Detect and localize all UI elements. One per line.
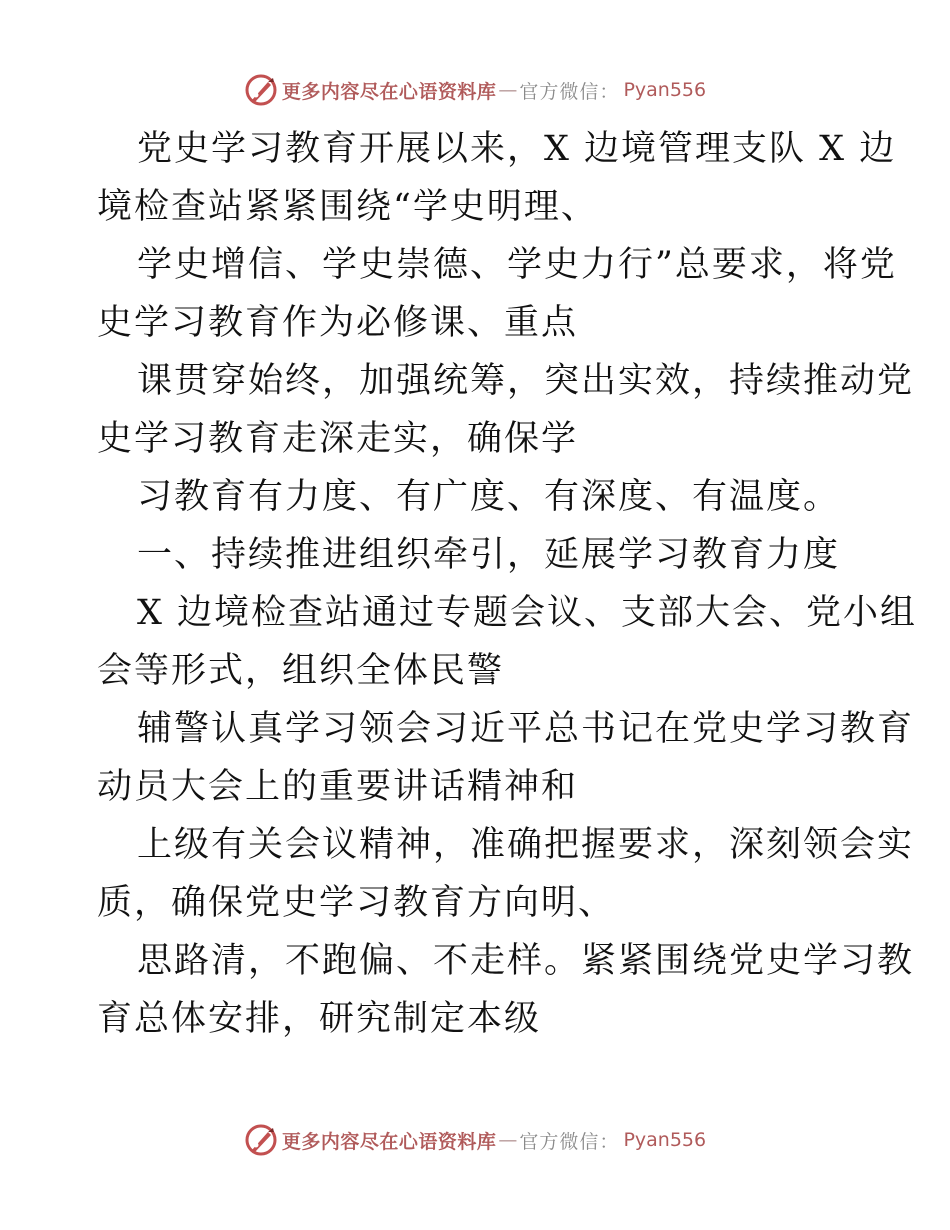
text-line: 会等形式，组织全体民警	[97, 651, 505, 691]
text-line: 上级有关会议精神，准确把握要求，深刻领会实	[137, 825, 915, 865]
watermark-dash: —	[498, 1129, 518, 1151]
watermark-wechat-id: Pyan556	[623, 79, 707, 101]
text-line: 辅警认真学习领会习近平总书记在党史学习教育	[137, 709, 915, 749]
text-line: 党史学习教育开展以来，X 边境管理支队 X 边	[137, 129, 897, 169]
document-body	[97, 120, 918, 1048]
watermark-dash: —	[498, 79, 518, 101]
text-line: 课贯穿始终，加强统筹，突出实效，持续推动党	[137, 361, 915, 401]
text-line: 史学习教育作为必修课、重点	[97, 303, 579, 343]
watermark-text: 更多内容尽在心语资料库	[281, 80, 497, 103]
watermark-official-label: 官方微信：	[519, 80, 620, 103]
watermark-wechat-id: Pyan556	[623, 1129, 707, 1151]
text-line: 境检查站紧紧围绕“学史明理、	[97, 187, 598, 227]
text-line: 质，确保党史学习教育方向明、	[97, 883, 616, 923]
header-watermark	[0, 70, 950, 110]
quill-logo-icon	[244, 1123, 278, 1157]
watermark-text: 更多内容尽在心语资料库	[281, 1130, 497, 1153]
watermark-official-label: 官方微信：	[519, 1130, 620, 1153]
text-line: 史学习教育走深走实，确保学	[97, 419, 579, 459]
text-line: 动员大会上的重要讲话精神和	[97, 767, 579, 807]
text-line: 思路清，不跑偏、不走样。紧紧围绕党史学习教	[137, 941, 915, 981]
text-line: 育总体安排，研究制定本级	[97, 999, 542, 1039]
section-heading: 一、持续推进组织牵引，延展学习教育力度	[137, 535, 841, 575]
text-line: 习教育有力度、有广度、有深度、有温度。	[137, 477, 841, 517]
footer-watermark	[0, 1120, 950, 1160]
text-line: X 边境检查站通过专题会议、支部大会、党小组	[137, 593, 918, 633]
quill-logo-icon	[244, 73, 278, 107]
text-line: 学史增信、学史崇德、学史力行”总要求，将党	[137, 245, 897, 285]
